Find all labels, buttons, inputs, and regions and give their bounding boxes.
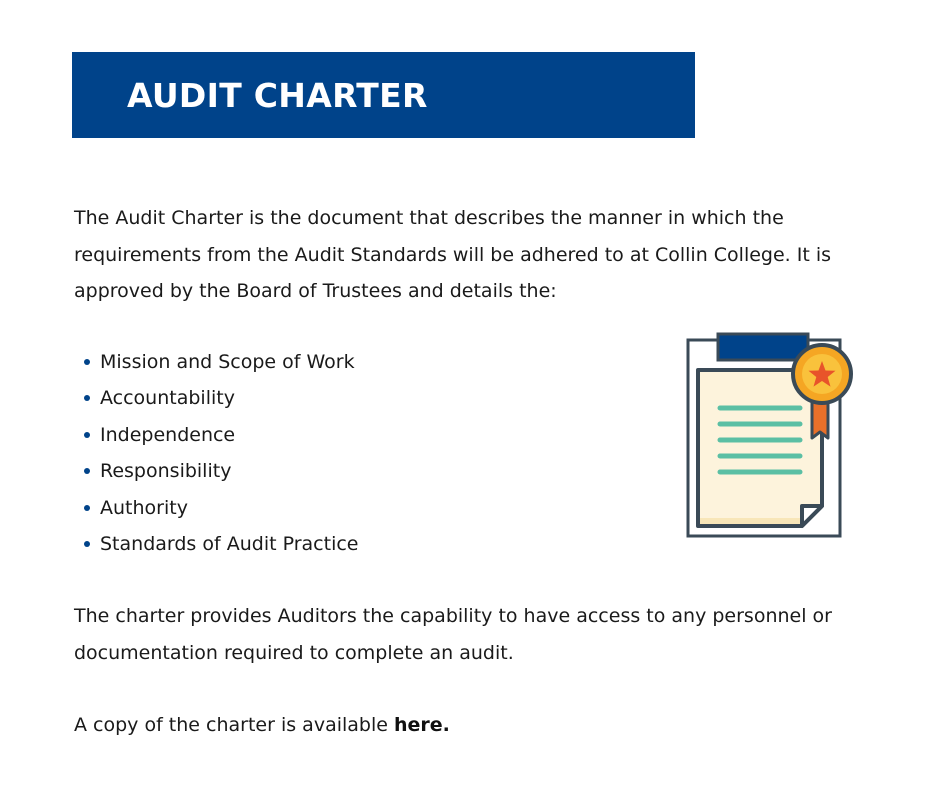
list-item [74, 453, 359, 489]
list-item-label: Mission and Scope of Work [100, 351, 355, 373]
title-banner [72, 52, 695, 138]
certificate-clipboard-icon [684, 330, 856, 542]
bullet-icon [84, 395, 90, 401]
bullet-icon [84, 359, 90, 365]
charter-copy-text: A copy of the charter is available [74, 714, 394, 736]
list-item-label: Independence [100, 423, 236, 446]
charter-copy-line [74, 707, 450, 744]
closing-paragraph: The charter provides Auditors the capability to have access to any personnel or documentation required to complete an audit. [74, 605, 832, 664]
page-title: AUDIT CHARTER [127, 76, 428, 115]
list-item-label: Authority [100, 496, 188, 519]
charter-details-list [74, 344, 359, 562]
list-item-label: Accountability [100, 387, 235, 410]
bullet-icon [84, 541, 90, 547]
list-item [74, 380, 359, 416]
clipboard-clip [718, 334, 808, 360]
list-item [74, 417, 359, 453]
list-item [74, 344, 359, 380]
list-item [74, 526, 359, 562]
list-item [74, 490, 359, 526]
bullet-icon [84, 432, 90, 438]
intro-paragraph: The Audit Charter is the document that describes the manner in which the requirements from the Audit Standards will be adhered to at Collin College. It is approved by the Board of Trustees and details the: [74, 207, 832, 302]
paper-bottom-shade [700, 518, 810, 524]
bullet-icon [84, 505, 90, 511]
charter-link[interactable]: here. [393, 714, 450, 736]
award-medal-icon [793, 345, 851, 403]
bullet-icon [84, 468, 90, 474]
list-item-label: Standards of Audit Practice [100, 533, 359, 556]
list-item-label: Responsibility [100, 460, 232, 483]
